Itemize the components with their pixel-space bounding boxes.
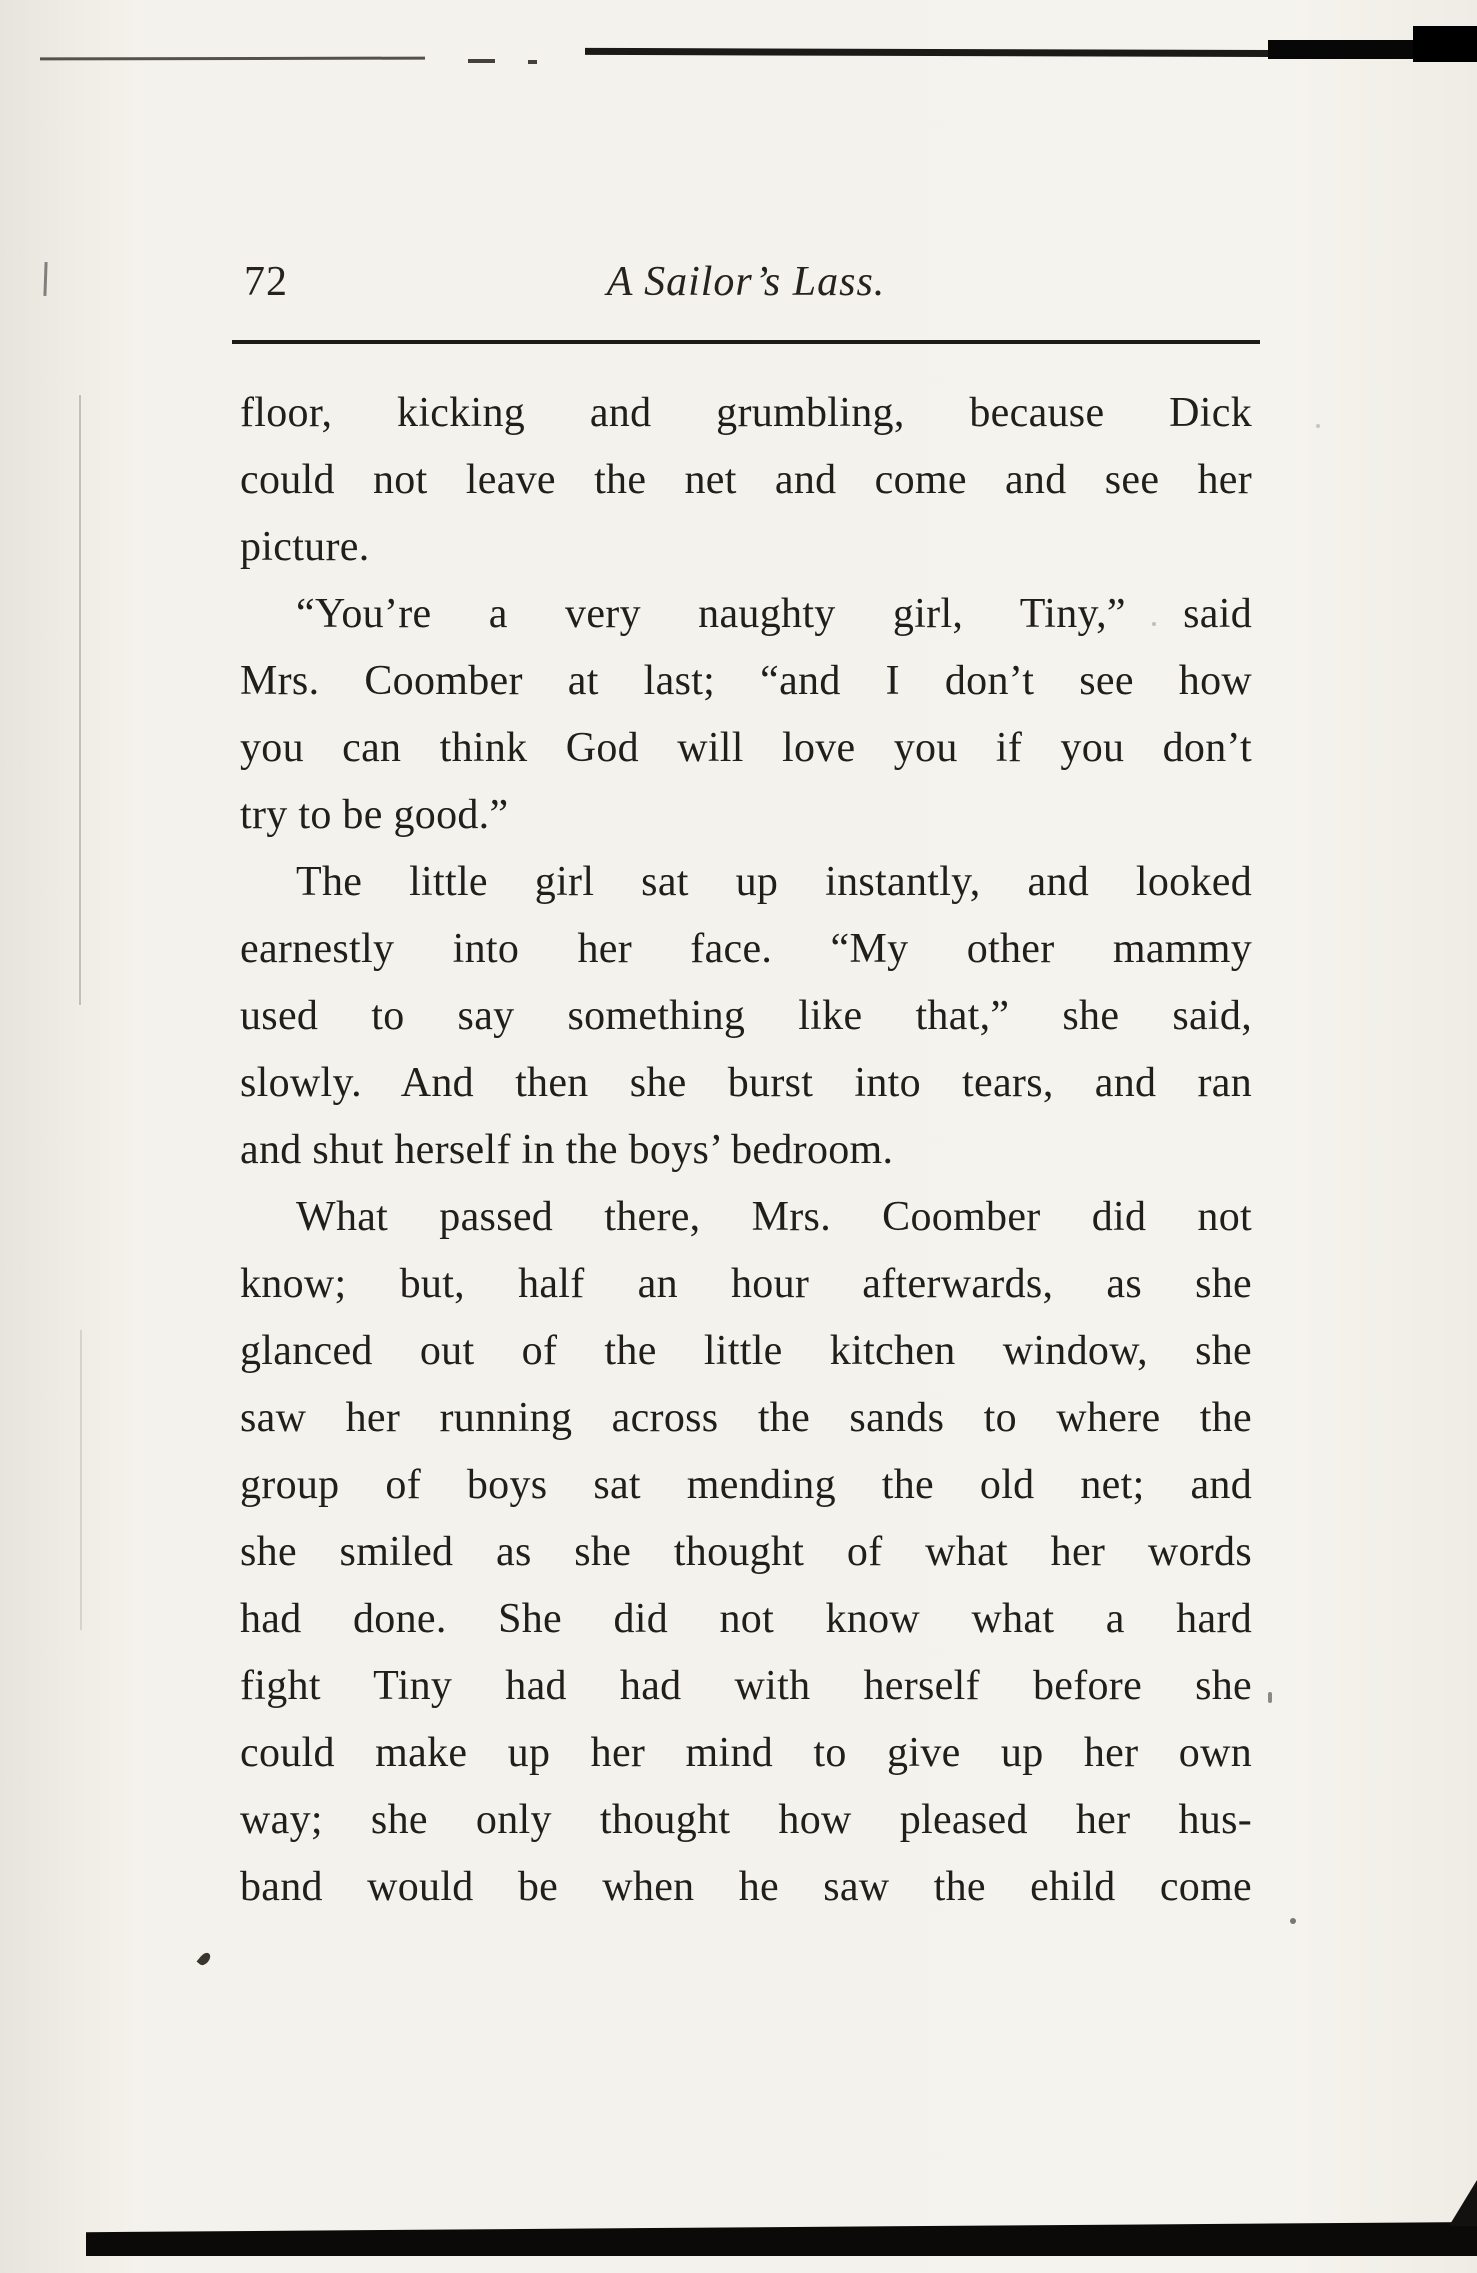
header-rule (232, 340, 1260, 344)
text-line: had done. She did not know what a hard (240, 1596, 1252, 1642)
page-number: 72 (244, 259, 288, 305)
scan-artifact-left-edge-line (80, 1330, 82, 1630)
scan-artifact-stray-mark (1268, 1692, 1272, 1703)
text-line: try to be good.” (240, 792, 509, 838)
running-title: A Sailor’s Lass. (606, 259, 886, 305)
text-line: floor, kicking and grumbling, because Dick (240, 390, 1252, 436)
text-line: you can think God will love you if you don’t (240, 725, 1252, 771)
text-line: could not leave the net and come and see her (240, 457, 1252, 503)
text-line: she smiled as she thought of what her words (240, 1529, 1252, 1575)
body-text (240, 380, 1252, 1921)
paragraph (240, 1184, 1252, 1921)
text-line: and shut herself in the boys’ bedroom. (240, 1127, 894, 1173)
paragraph (240, 380, 1252, 581)
paragraph (240, 581, 1252, 849)
scan-artifact-bottom-wedge (1449, 2180, 1477, 2226)
text-line: earnestly into her face. “My other mammy (240, 926, 1252, 972)
scan-artifact-top-line-right (585, 48, 1290, 57)
text-line: could make up her mind to give up her own (240, 1730, 1252, 1776)
text-line: slowly. And then she burst into tears, and ran (240, 1060, 1252, 1106)
scan-artifact-bottom-bar (86, 2222, 1477, 2256)
text-line: know; but, half an hour afterwards, as she (240, 1261, 1252, 1307)
text-line: used to say something like that,” she said, (240, 993, 1252, 1039)
scan-artifact-top-dash (528, 60, 537, 64)
scan-artifact-top-line-left (40, 57, 425, 61)
text-line: way; she only thought how pleased her hus- (240, 1797, 1252, 1843)
scan-artifact-stray-mark (197, 1951, 213, 1968)
page-header (240, 258, 1252, 316)
text-line: glanced out of the little kitchen window, she (240, 1328, 1252, 1374)
text-line: Mrs. Coomber at last; “and I don’t see how (240, 658, 1252, 704)
scan-speck (1290, 1918, 1296, 1924)
text-line: saw her running across the sands to where the (240, 1395, 1252, 1441)
scan-artifact-left-edge-line (79, 395, 81, 1005)
text-line: band would be when he saw the ehild come (240, 1864, 1252, 1910)
text-line: picture. (240, 524, 370, 570)
text-line: fight Tiny had had with herself before she (240, 1663, 1252, 1709)
text-line: What passed there, Mrs. Coomber did not (296, 1194, 1252, 1240)
text-line: group of boys sat mending the old net; and (240, 1462, 1252, 1508)
text-line: “You’re a very naughty girl, Tiny,” said (296, 591, 1252, 637)
scan-artifact-top-dash (468, 59, 495, 63)
scan-artifact-margin-tick (43, 262, 47, 296)
paragraph (240, 849, 1252, 1184)
text-line: The little girl sat up instantly, and looked (296, 859, 1252, 905)
scan-speck (1316, 424, 1320, 428)
scan-artifact-top-corner-blob (1413, 26, 1477, 62)
